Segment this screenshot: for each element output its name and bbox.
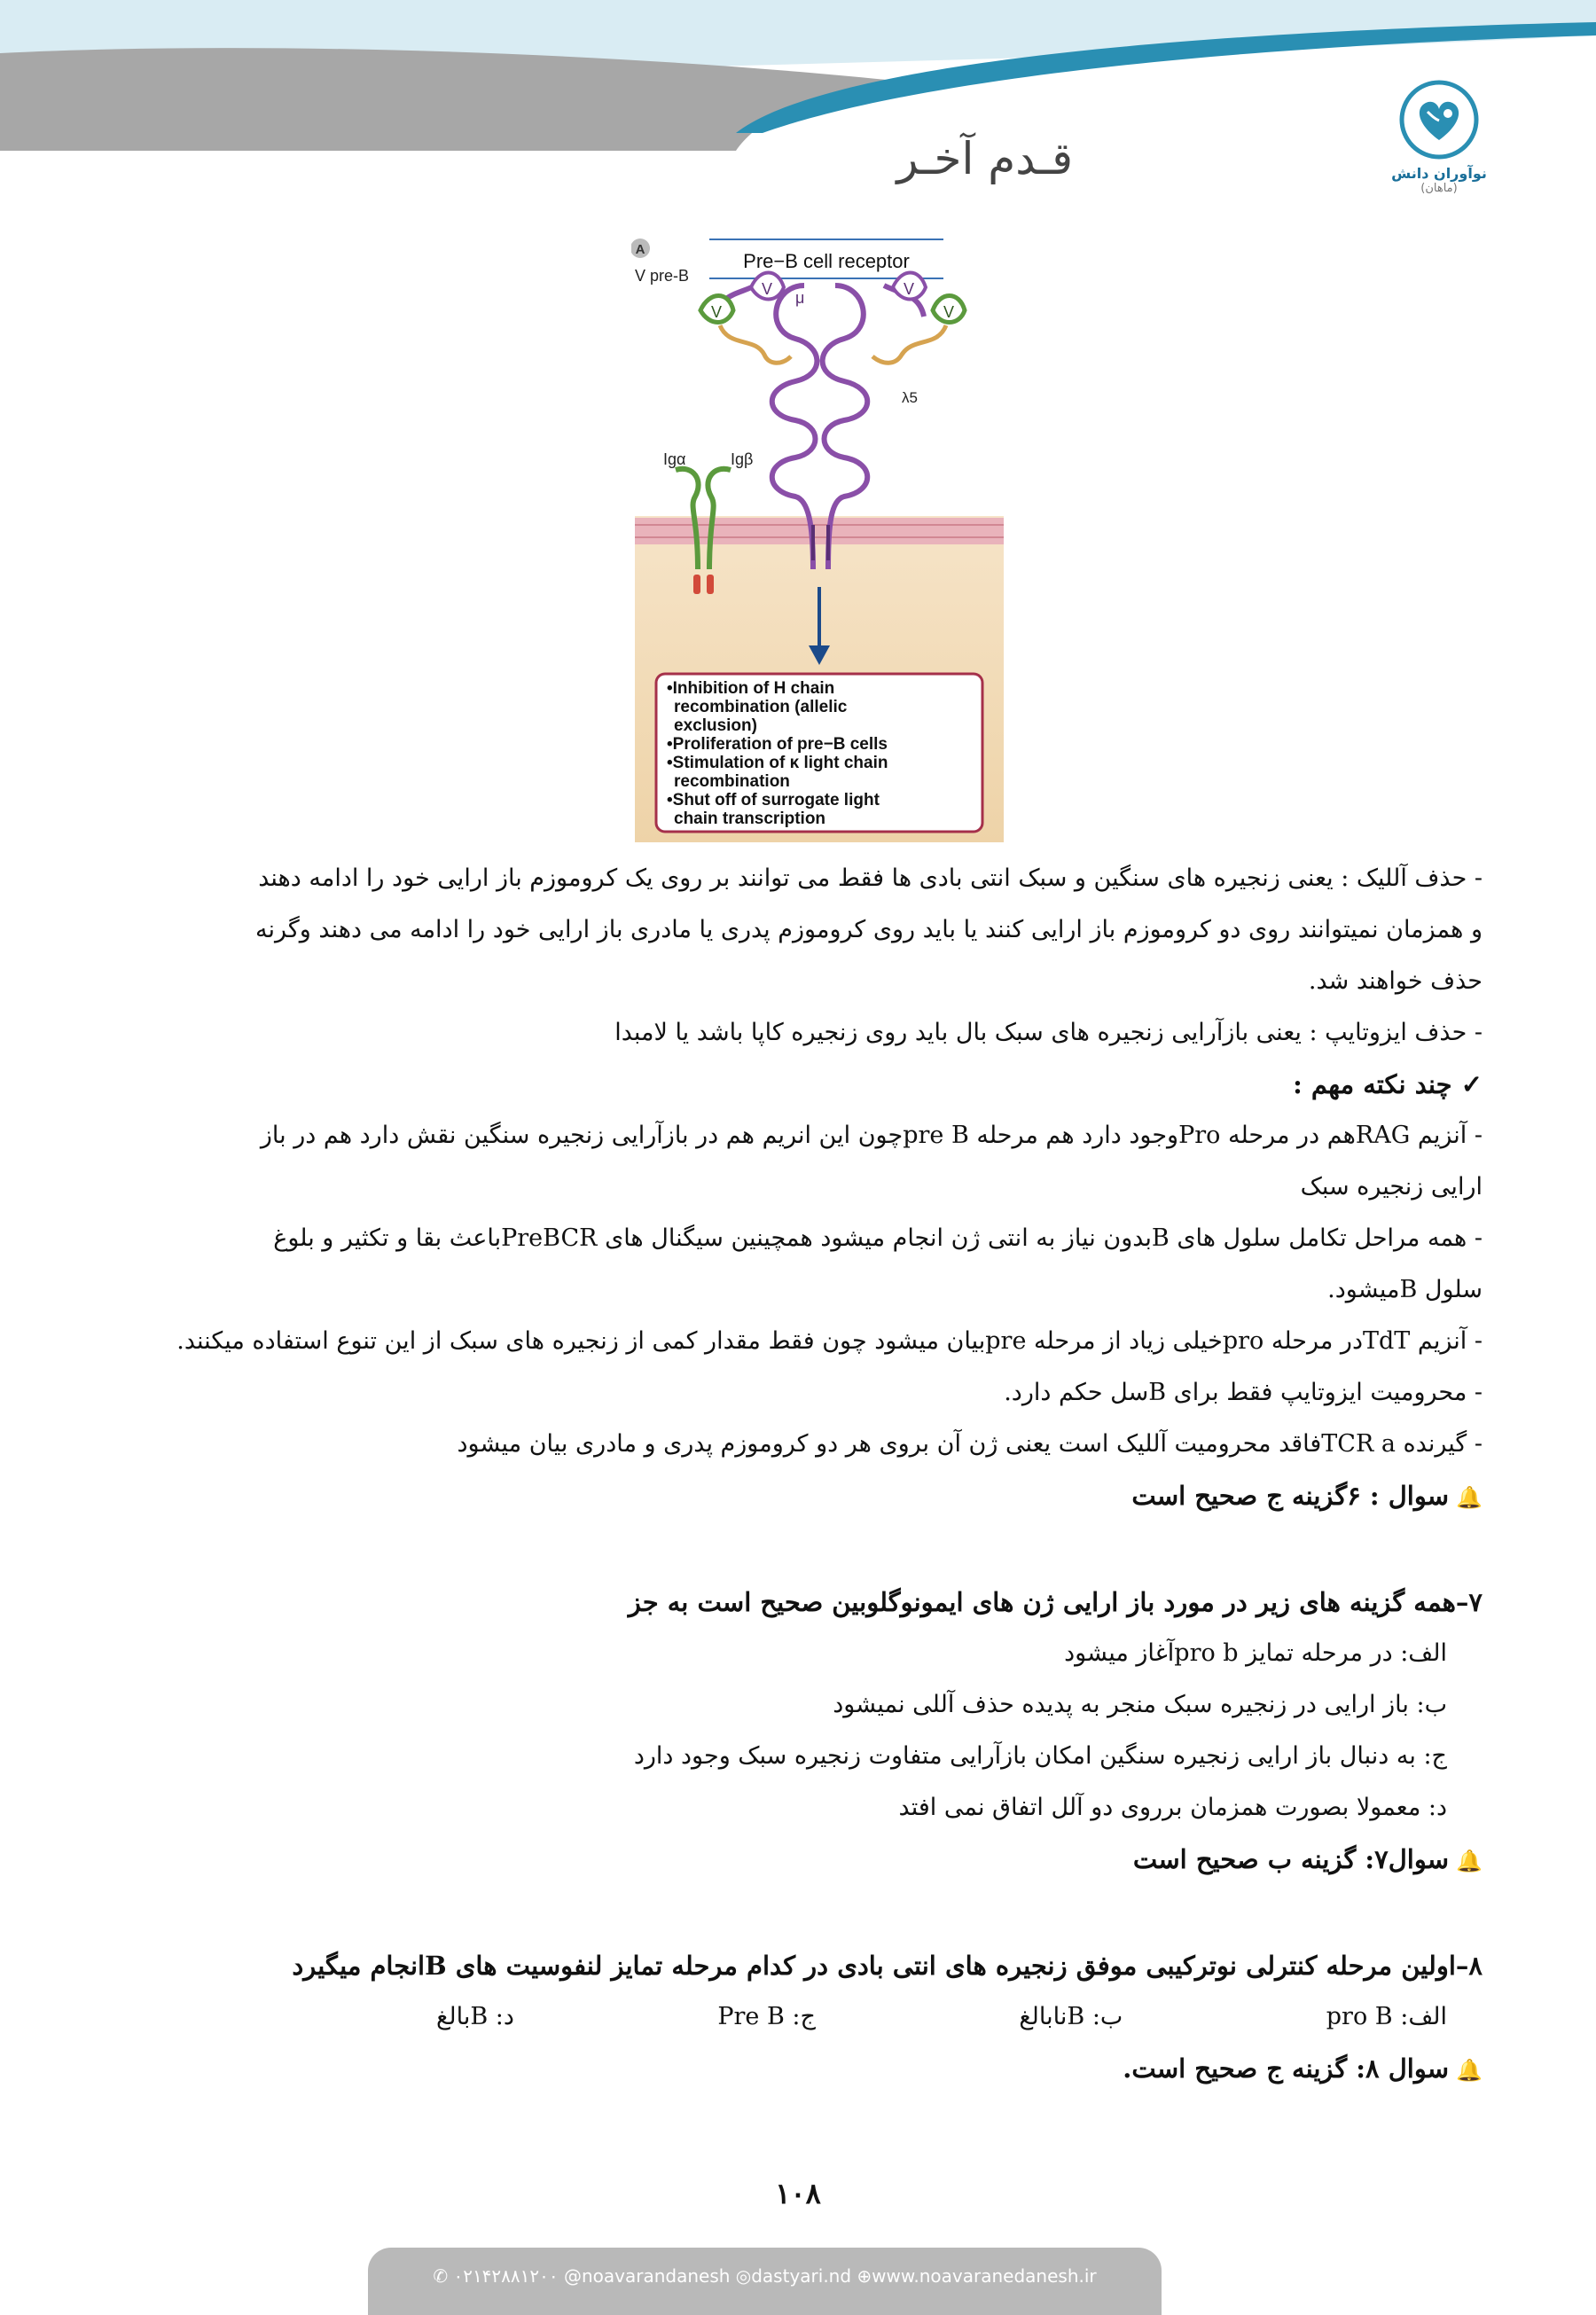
allelic-line-2: و همزمان نمیتوانند روی دو کروموزم باز ارایی کنند یا باید روی کروموزم پدری یا مادری باز ارایی خود را ادامه می دهند وگرنه bbox=[255, 916, 1483, 943]
question-7: ۷–همه گزینه های زیر در مورد باز ارایی ژن های ایمونوگلوبین صحیح است به جز bbox=[628, 1587, 1483, 1617]
label-v-4: V bbox=[943, 303, 955, 321]
label-mu: μ bbox=[795, 289, 805, 307]
outcome-line-5: •Stimulation of κ light chain bbox=[667, 754, 888, 772]
answer-7-text: سوال۷: گزینه ب صحیح است bbox=[1132, 1844, 1450, 1874]
allelic-line-1: - حذف آللیک : یعنی زنجیره های سنگین و سبک انتی بادی ها فقط می توانند بر روی یک کروموزم باز ارایی خود را ادامه دهند bbox=[258, 864, 1483, 892]
logo-subtitle: (ماهان) bbox=[1420, 182, 1458, 195]
page-header bbox=[0, 0, 1596, 213]
question-8: ۸–اولین مرحله کنترلی نوترکیبی موفق زنجیره های انتی بادی در کدام مرحله تمایز لنفوسیت های Bانجام میگیرد bbox=[292, 1951, 1483, 1981]
label-ig-beta: Igβ bbox=[731, 450, 754, 468]
q8-option-c: ج: Pre B bbox=[717, 2003, 816, 2030]
q7-option-c: ج: به دنبال باز ارایی زنجیره سنگین امکان بازآرایی متفاوت زنجیره سبک وجود دارد bbox=[633, 1742, 1447, 1770]
bell-icon: 🔔 bbox=[1456, 2058, 1483, 2083]
outcome-line-1: •Inhibition of H chain bbox=[667, 679, 835, 698]
outcome-line-4: •Proliferation of pre−B cells bbox=[667, 735, 888, 754]
logo-heart-icon bbox=[1399, 80, 1479, 160]
rag-line-2: ارایی زنجیره سبک bbox=[1300, 1173, 1483, 1201]
label-v-preb: V pre-B bbox=[635, 267, 690, 285]
tdt-line: - آنزیم TdTدر مرحله proخیلی زیاد از مرحله preبیان میشود چون فقط مقدار کمی از زنجیره های سبک از این تنوع استفاده میکنند. bbox=[176, 1327, 1483, 1355]
isotype-b-line: - محرومیت ایزوتایپ فقط برای Bسل حکم دارد. bbox=[1004, 1379, 1483, 1406]
label-ig-alpha: Igα bbox=[663, 450, 686, 468]
bell-icon: 🔔 bbox=[1456, 1485, 1483, 1510]
q7-option-a: الف: در مرحله تمایز pro bآغاز میشود bbox=[1064, 1639, 1447, 1667]
cell-membrane bbox=[635, 518, 1004, 544]
q8-option-b: ب: Bنابالغ bbox=[1019, 2003, 1123, 2030]
tcr-line: - گیرنده TCR aفاقد محرومیت آللیک است یعنی ژن آن بروی هر دو کروموزم پدری و مادری بیان میشود bbox=[457, 1430, 1483, 1458]
q7-option-b: ب: باز ارایی در زنجیره سبک منجر به پدیده حذف آللی نمیشود bbox=[833, 1691, 1447, 1718]
logo-name: نوآوران دانش bbox=[1391, 165, 1487, 182]
notes-title: ✓ چند نکته مهم : bbox=[1293, 1069, 1483, 1099]
outcome-line-7: •Shut off of surrogate light bbox=[667, 791, 880, 809]
allelic-line-3: حذف خواهند شد. bbox=[1308, 967, 1483, 995]
panel-label: A bbox=[635, 242, 645, 257]
page-content bbox=[158, 853, 1483, 2096]
answer-7 bbox=[158, 1834, 1483, 1887]
q7-option-d: د: معمولا بصورت همزمان برروی دو آلل اتفاق نمی افتد bbox=[898, 1794, 1447, 1821]
outcome-line-3: exclusion) bbox=[674, 716, 757, 735]
page-number: ۱۰۸ bbox=[775, 2177, 821, 2210]
brand-title: قـدم آخـر bbox=[896, 133, 1073, 184]
answer-6-text: سوال : ۶گزینه ج صحیح است bbox=[1131, 1481, 1450, 1511]
figure-title: Pre−B cell receptor bbox=[743, 250, 910, 272]
label-v-1: V bbox=[761, 280, 773, 298]
outcome-line-6: recombination bbox=[674, 772, 790, 791]
label-v-2: V bbox=[903, 280, 915, 298]
bell-icon: 🔔 bbox=[1456, 1849, 1483, 1873]
isotype-line: - حذف ایزوتایپ : یعنی بازآرایی زنجیره های سبک بال باید روی زنجیره کاپا باشد یا لامبدا bbox=[614, 1019, 1483, 1046]
outcome-line-2: recombination (allelic bbox=[674, 698, 848, 716]
publisher-logo bbox=[1390, 80, 1488, 195]
answer-8 bbox=[158, 2043, 1483, 2096]
footer-contacts: ✆ ۰۲۱۴۲۸۸۱۲۰۰ @noavarandanesh ◎dastyari.nd ⊕www.noavaranedanesh.ir bbox=[433, 2265, 1097, 2287]
answer-8-text: سوال ۸: گزینه ج صحیح است. bbox=[1123, 2053, 1450, 2084]
pre-b-receptor-figure bbox=[631, 232, 1007, 842]
stages-line-1: - همه مراحل تکامل سلول های Bبدون نیاز به انتی ژن انجام میشود همچینین سیگنال های PreBCRباعث بقا و تکثیر و بلوغ bbox=[273, 1224, 1483, 1252]
label-v-3: V bbox=[710, 303, 723, 321]
q8-option-d: د: Bبالغ bbox=[436, 2003, 514, 2030]
stages-line-2: سلول Bمیشود. bbox=[1327, 1276, 1483, 1303]
answer-6 bbox=[158, 1470, 1483, 1523]
label-lambda5: λ5 bbox=[902, 389, 918, 406]
q8-options bbox=[436, 1991, 1483, 2043]
outcome-line-8: chain transcription bbox=[674, 809, 826, 828]
q8-option-a: الف: pro B bbox=[1326, 2003, 1447, 2030]
rag-line-1: - آنزیم RAGهم در مرحله Proوجود دارد هم مرحله pre Bچون این انریم هم در بازآرایی زنجیره سنگین نقش دارد هم در باز bbox=[260, 1122, 1483, 1149]
header-swoosh bbox=[0, 0, 1596, 213]
page-footer bbox=[368, 2248, 1162, 2315]
